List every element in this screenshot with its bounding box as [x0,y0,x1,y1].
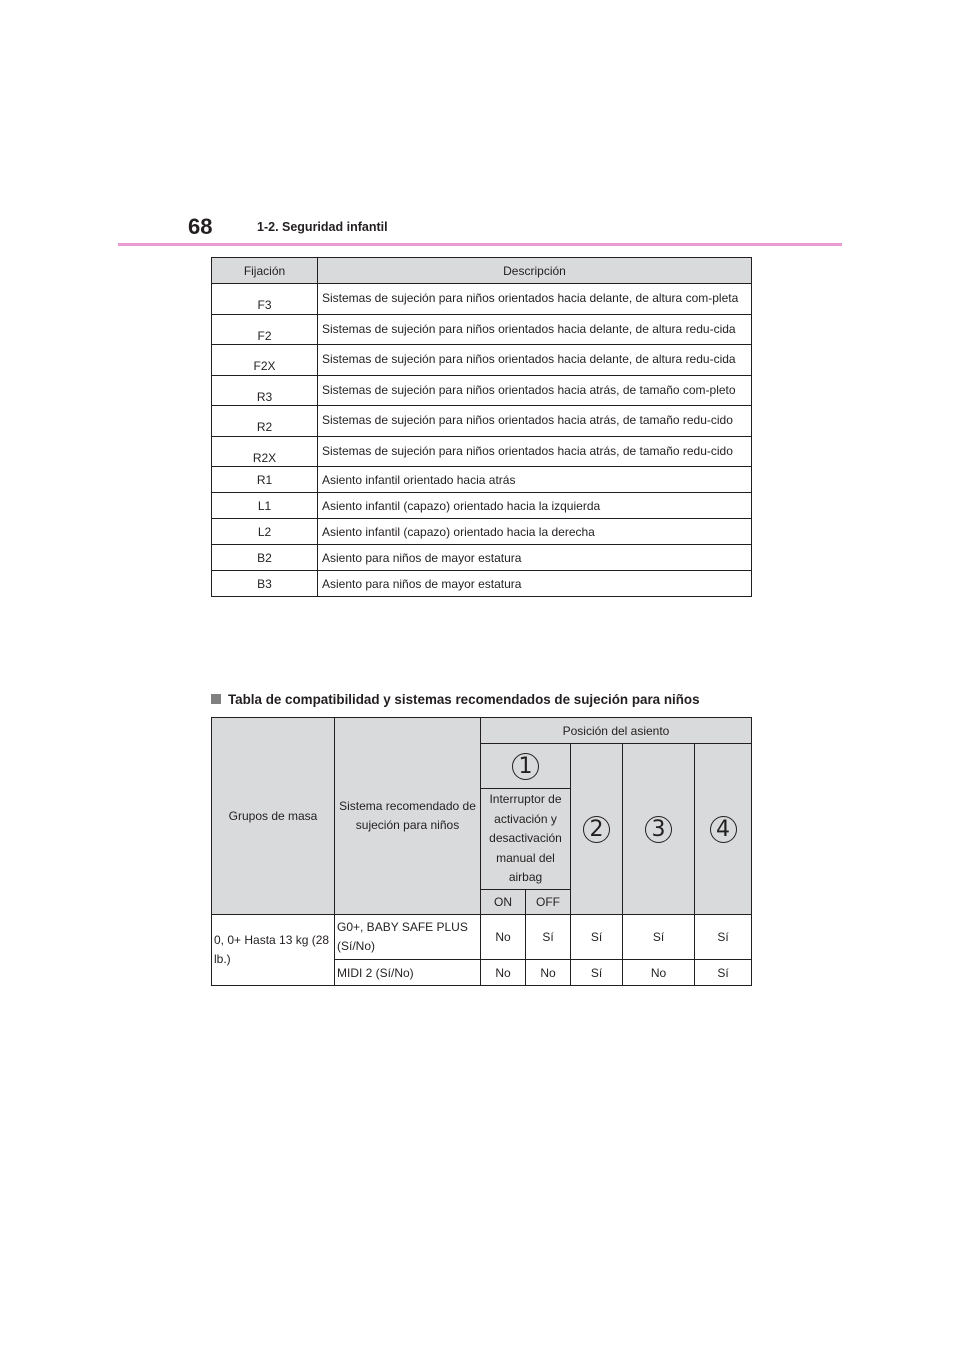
table-row [212,493,752,519]
system-name-cell: MIDI 2 (Sí/No) [335,960,481,986]
fixation-table [211,257,752,597]
fixation-description: Asiento infantil (capazo) orientado hacia la derecha [318,519,752,545]
column-header-description: Descripción [318,258,752,284]
value-cell: No [526,960,571,986]
fixation-description: Sistemas de sujeción para niños orientados hacia delante, de altura redu-cida [318,314,752,345]
fixation-code: R3 [212,375,318,406]
page-number: 68 [188,214,213,239]
fixation-description: Asiento para niños de mayor estatura [318,571,752,597]
value-cell: No [481,960,526,986]
fixation-code: F3 [212,284,318,315]
table-row [212,284,752,315]
seat-1-header [481,744,571,789]
column-header-recommended-system: Sistema recomendado de sujeción para niños [335,718,481,915]
fixation-code: R2X [212,436,318,467]
fixation-code: F2 [212,314,318,345]
value-cell: No [623,960,695,986]
fixation-code: B3 [212,571,318,597]
fixation-code: R1 [212,467,318,493]
value-cell: Sí [695,960,752,986]
bullet-square-icon [211,694,221,704]
column-header-fixation: Fijación [212,258,318,284]
table-row [212,375,752,406]
fixation-description: Asiento para niños de mayor estatura [318,545,752,571]
column-header-seat-position: Posición del asiento [481,718,752,744]
mass-group-cell: 0, 0+ Hasta 13 kg (28 lb.) [212,915,335,986]
seat-number-1-icon: 1 [512,753,539,780]
value-cell: Sí [623,915,695,960]
seat-2-header [571,744,623,915]
fixation-description: Sistemas de sujeción para niños orientados hacia atrás, de tamaño com-pleto [318,375,752,406]
fixation-description: Asiento infantil orientado hacia atrás [318,467,752,493]
column-header-on: ON [481,890,526,915]
value-cell: No [481,915,526,960]
fixation-code: F2X [212,345,318,376]
section-title: 1-2. Seguridad infantil [257,220,388,234]
table-row [212,436,752,467]
fixation-description: Asiento infantil (capazo) orientado hacia la izquierda [318,493,752,519]
value-cell: Sí [571,960,623,986]
fixation-code: R2 [212,406,318,437]
value-cell: Sí [571,915,623,960]
table-row [212,345,752,376]
table-row [212,406,752,437]
table-row [212,571,752,597]
seat-3-header [623,744,695,915]
compatibility-heading-text: Tabla de compatibilidad y sistemas recomendados de sujeción para niños [228,692,700,707]
value-cell: Sí [695,915,752,960]
value-cell: Sí [526,915,571,960]
compatibility-heading [211,692,700,707]
fixation-code: L1 [212,493,318,519]
table-row [212,915,752,960]
airbag-switch-header: Interruptor de activación y desactivación manual del airbag [481,789,571,890]
fixation-code: B2 [212,545,318,571]
seat-number-2-icon: 2 [583,816,610,843]
system-name-cell: G0+, BABY SAFE PLUS (Sí/No) [335,915,481,960]
seat-number-3-icon: 3 [645,816,672,843]
table-row [212,314,752,345]
fixation-description: Sistemas de sujeción para niños orientados hacia atrás, de tamaño redu-cido [318,406,752,437]
column-header-mass-groups: Grupos de masa [212,718,335,915]
table-header-row [212,718,752,744]
seat-number-4-icon: 4 [710,816,737,843]
fixation-description: Sistemas de sujeción para niños orientados hacia atrás, de tamaño redu-cido [318,436,752,467]
fixation-description: Sistemas de sujeción para niños orientados hacia delante, de altura redu-cida [318,345,752,376]
seat-4-header [695,744,752,915]
column-header-off: OFF [526,890,571,915]
header-divider [118,243,842,246]
fixation-code: L2 [212,519,318,545]
table-row [212,467,752,493]
table-row [212,545,752,571]
fixation-description: Sistemas de sujeción para niños orientados hacia delante, de altura com-pleta [318,284,752,315]
table-header-row [212,258,752,284]
table-row [212,519,752,545]
compatibility-table [211,717,752,986]
